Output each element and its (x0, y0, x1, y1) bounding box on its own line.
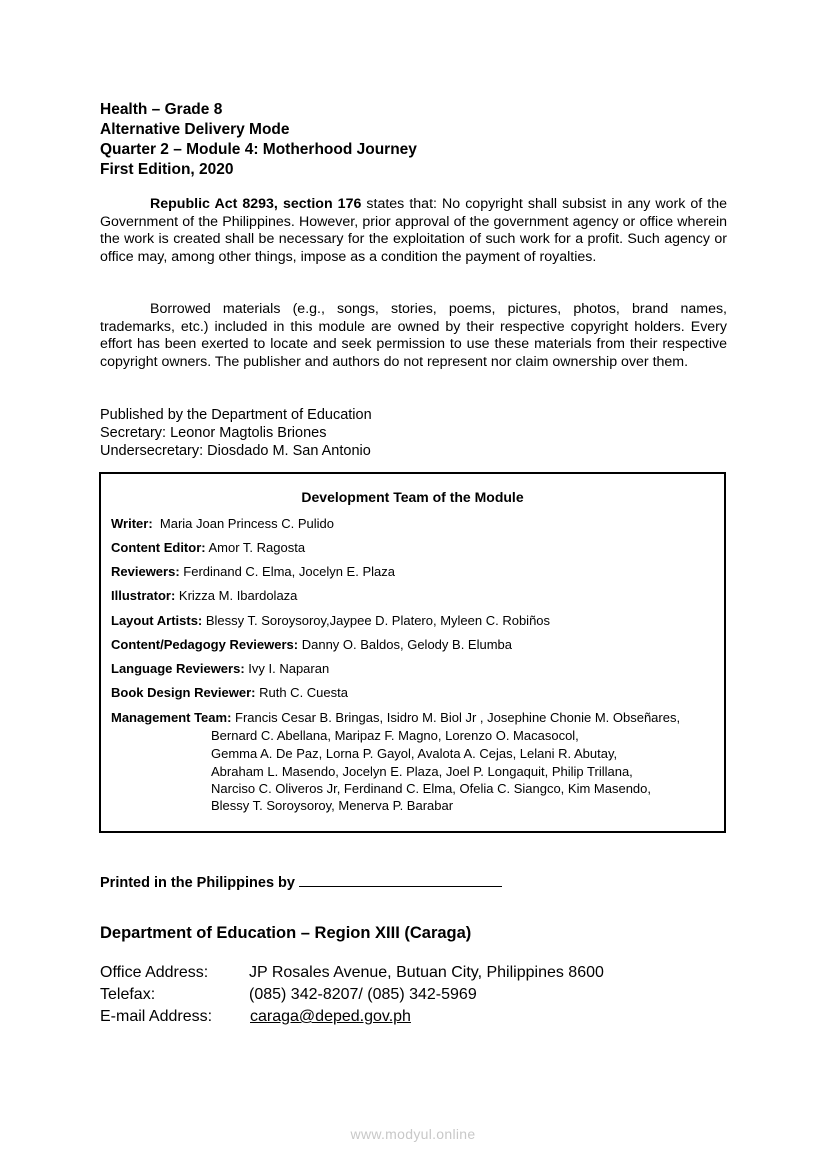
printer-blank-line (299, 872, 502, 887)
role-layout-artists (111, 613, 550, 629)
borrowed-materials-text: Borrowed materials (e.g., songs, stories, poems, pictures, photos, brand names, trademarks, etc.) included in this module are owned by their respective copyright holders. Every effort has been exerted to locate and seek permission to use these materials from their respective copyright owners. The publisher and authors do not represent nor claim ownership over them. (100, 301, 727, 370)
role-label: Writer: (111, 516, 153, 531)
email-row (100, 1006, 604, 1028)
secretary: Secretary: Leonor Magtolis Briones (100, 425, 327, 441)
copyright-paragraph (100, 196, 727, 266)
telefax-value: (085) 342-8207/ (085) 342-5969 (249, 986, 477, 1003)
management-line: Bernard C. Abellana, Maripaz F. Magno, Lorenzo O. Macasocol, (211, 728, 579, 743)
team-title: Development Team of the Module (301, 489, 524, 505)
edition: First Edition, 2020 (100, 161, 234, 178)
role-label: Layout Artists: (111, 613, 203, 628)
office-address-label: Office Address: (100, 964, 209, 981)
role-writer (111, 516, 334, 532)
management-line: Narciso C. Oliveros Jr, Ferdinand C. Elma, Ofelia C. Siangco, Kim Masendo, (211, 781, 651, 796)
email-link[interactable]: caraga@deped.gov.ph (250, 1008, 411, 1025)
published-by: Published by the Department of Education (100, 407, 372, 423)
role-value: Krizza M. Ibardolaza (175, 588, 298, 603)
role-value: Danny O. Baldos, Gelody B. Elumba (298, 637, 512, 652)
printed-by-label: Printed in the Philippines by (100, 875, 295, 891)
role-label: Reviewers: (111, 564, 180, 579)
region-title: Department of Education – Region XIII (Caraga) (100, 924, 472, 942)
role-value: Amor T. Ragosta (205, 540, 306, 555)
office-address-value: JP Rosales Avenue, Butuan City, Philippines 8600 (249, 964, 604, 981)
undersecretary: Undersecretary: Diosdado M. San Antonio (100, 443, 371, 459)
copyright-law-reference: Republic Act 8293, section 176 (150, 196, 362, 212)
role-label: Language Reviewers: (111, 661, 245, 676)
role-value: Blessy T. Soroysoroy,Jaypee D. Platero, Myleen C. Robiños (202, 613, 551, 628)
delivery-mode: Alternative Delivery Mode (100, 121, 290, 138)
office-address-row (100, 962, 604, 984)
role-reviewers (111, 564, 395, 580)
role-label: Book Design Reviewer: (111, 685, 256, 700)
role-label: Illustrator: (111, 588, 176, 603)
borrowed-materials-paragraph (100, 301, 727, 371)
watermark: www.modyul.online (350, 1126, 476, 1142)
role-content-editor (111, 540, 305, 556)
contact-info (100, 962, 604, 1028)
copyright-text: states that: No copyright shall subsist in any work of the Government of the Philippines. However, prior approval of the government agency or office wherein the work is created shall be necessary for the exploitation of such work for a profit. Such agency or office may, among other things, impose as a condition the payment of royalties. (100, 196, 728, 265)
management-line: Gemma A. De Paz, Lorna P. Gayol, Avalota A. Cejas, Lelani R. Abutay, (211, 746, 618, 761)
role-management-team (111, 710, 680, 726)
development-team-box (99, 472, 726, 833)
email-label: E-mail Address: (100, 1008, 213, 1025)
role-illustrator (111, 588, 297, 604)
telefax-row (100, 984, 604, 1006)
role-content-pedagogy-reviewers (111, 637, 512, 653)
module-title-block (100, 100, 417, 180)
role-label: Content Editor: (111, 540, 206, 555)
printed-by (100, 872, 502, 891)
role-value: Francis Cesar B. Bringas, Isidro M. Biol Jr , Josephine Chonie M. Obseñares, (231, 710, 681, 725)
role-value: Maria Joan Princess C. Pulido (152, 516, 335, 531)
publisher-info (100, 406, 372, 460)
module-title: Quarter 2 – Module 4: Motherhood Journey (100, 141, 417, 158)
subject-title: Health – Grade 8 (100, 101, 223, 118)
role-value: Ruth C. Cuesta (255, 685, 348, 700)
management-line: Abraham L. Masendo, Jocelyn E. Plaza, Joel P. Longaquit, Philip Trillana, (211, 764, 633, 779)
role-book-design-reviewer (111, 685, 348, 701)
role-language-reviewers (111, 661, 329, 677)
telefax-label: Telefax: (100, 986, 156, 1003)
role-label: Management Team: (111, 710, 232, 725)
role-value: Ferdinand C. Elma, Jocelyn E. Plaza (179, 564, 395, 579)
role-label: Content/Pedagogy Reviewers: (111, 637, 299, 652)
management-line: Blessy T. Soroysoroy, Menerva P. Barabar (211, 798, 454, 813)
role-value: Ivy I. Naparan (244, 661, 330, 676)
